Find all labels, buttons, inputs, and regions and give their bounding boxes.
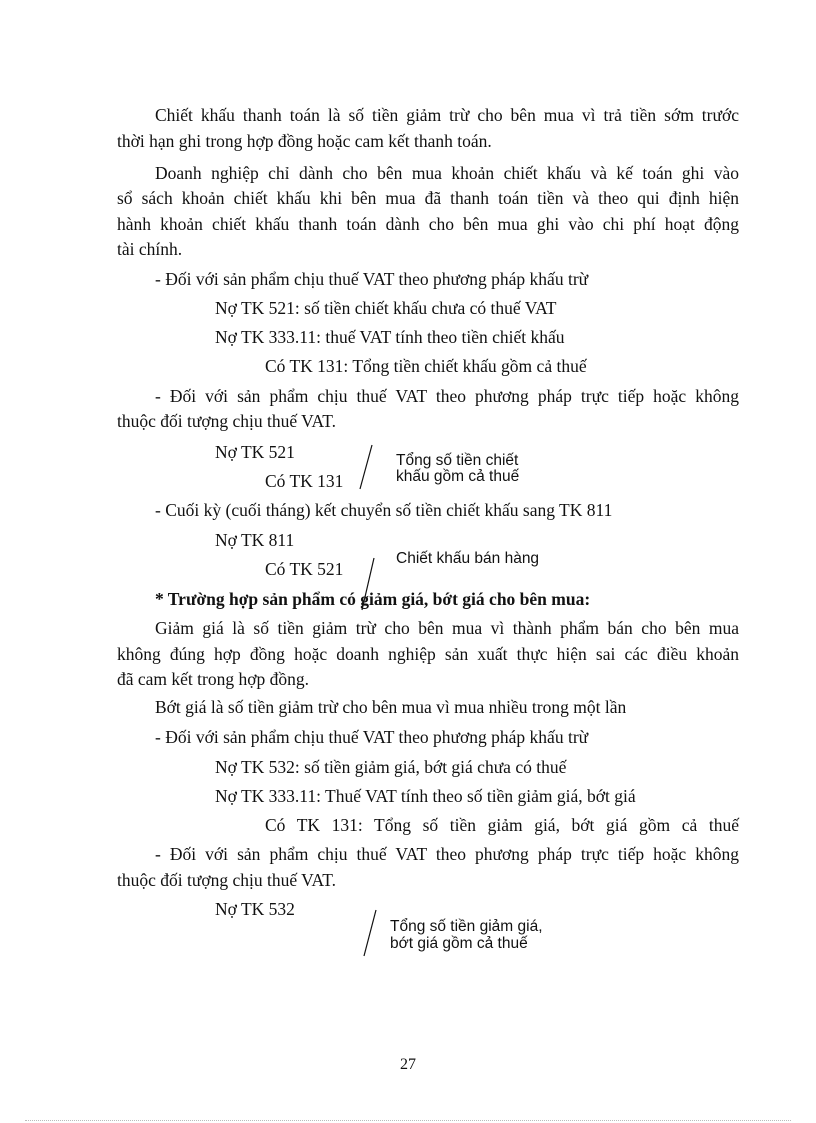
entry-note: Tổng số tiền giảm giá, xyxy=(390,918,543,935)
paragraph-line: tài chính. xyxy=(117,239,183,259)
paragraph-line: thời hạn ghi trong hợp đồng hoặc cam kết thanh toán. xyxy=(117,131,492,151)
bracket-slash xyxy=(356,443,376,491)
journal-entry: Có TK 131: Tổng tiền chiết khấu gồm cả thuế xyxy=(265,356,587,376)
journal-entry: Có TK 521 xyxy=(265,559,344,579)
paragraph-line: Doanh nghiệp chỉ dành cho bên mua khoản chiết khấu và kế toán ghi vào xyxy=(155,163,739,183)
journal-entry: Nợ TK 333.11: thuế VAT tính theo tiền chiết khấu xyxy=(215,327,565,347)
journal-entry: Nợ TK 521: số tiền chiết khấu chưa có thuế VAT xyxy=(215,298,557,318)
paragraph-line: Bớt giá là số tiền giảm trừ cho bên mua vì mua nhiều trong một lần xyxy=(155,697,627,717)
journal-entry: Có TK 131: Tổng số tiền giảm giá, bớt giá gồm cả thuế xyxy=(265,815,739,835)
entry-note: khấu gồm cả thuế xyxy=(396,468,520,485)
entry-note: Chiết khấu bán hàng xyxy=(396,550,540,567)
bullet-line: - Đối với sản phẩm chịu thuế VAT theo phương pháp trực tiếp hoặc không xyxy=(155,386,739,406)
page-number: 27 xyxy=(400,1056,416,1073)
paragraph-line: Chiết khấu thanh toán là số tiền giảm trừ cho bên mua vì trả tiền sớm trước xyxy=(155,105,739,125)
paragraph-line: hành khoản chiết khấu thanh toán dành cho bên mua ghi vào chi phí hoạt động xyxy=(117,214,739,234)
bullet-line: - Đối với sản phẩm chịu thuế VAT theo phương pháp khấu trừ xyxy=(155,727,589,747)
paragraph-line: không đúng hợp đồng hoặc doanh nghiệp sản xuất thực hiện sai các điều khoản xyxy=(117,644,739,664)
bullet-line: - Cuối kỳ (cuối tháng) kết chuyển số tiền chiết khấu sang TK 811 xyxy=(155,500,613,520)
journal-entry: Nợ TK 521 xyxy=(215,442,295,462)
journal-entry: Có TK 131 xyxy=(265,471,344,491)
paragraph-line: đã cam kết trong hợp đồng. xyxy=(117,669,309,689)
section-heading: * Trường hợp sản phẩm có giảm giá, bớt giá cho bên mua: xyxy=(155,589,591,609)
journal-entry: Nợ TK 333.11: Thuế VAT tính theo số tiền giảm giá, bớt giá xyxy=(215,786,636,806)
entry-note: bớt giá gồm cả thuế xyxy=(390,935,528,952)
paragraph-line: Giảm giá là số tiền giảm trừ cho bên mua vì thành phẩm bán cho bên mua xyxy=(155,618,739,638)
page-bottom-divider xyxy=(25,1120,791,1121)
journal-entry: Nợ TK 532: số tiền giảm giá, bớt giá chưa có thuế xyxy=(215,757,567,777)
bullet-line: - Đối với sản phẩm chịu thuế VAT theo phương pháp trực tiếp hoặc không xyxy=(155,844,739,864)
paragraph-line: sổ sách khoản chiết khấu khi bên mua đã thanh toán tiền và theo qui định hiện xyxy=(117,188,739,208)
entry-note: Tổng số tiền chiết xyxy=(396,452,519,469)
bracket-slash xyxy=(360,908,380,958)
bullet-line: thuộc đối tượng chịu thuế VAT. xyxy=(117,411,337,431)
journal-entry: Nợ TK 532 xyxy=(215,899,295,919)
journal-entry: Nợ TK 811 xyxy=(215,530,295,550)
bullet-line: thuộc đối tượng chịu thuế VAT. xyxy=(117,870,337,890)
bullet-line: - Đối với sản phẩm chịu thuế VAT theo phương pháp khấu trừ xyxy=(155,269,589,289)
